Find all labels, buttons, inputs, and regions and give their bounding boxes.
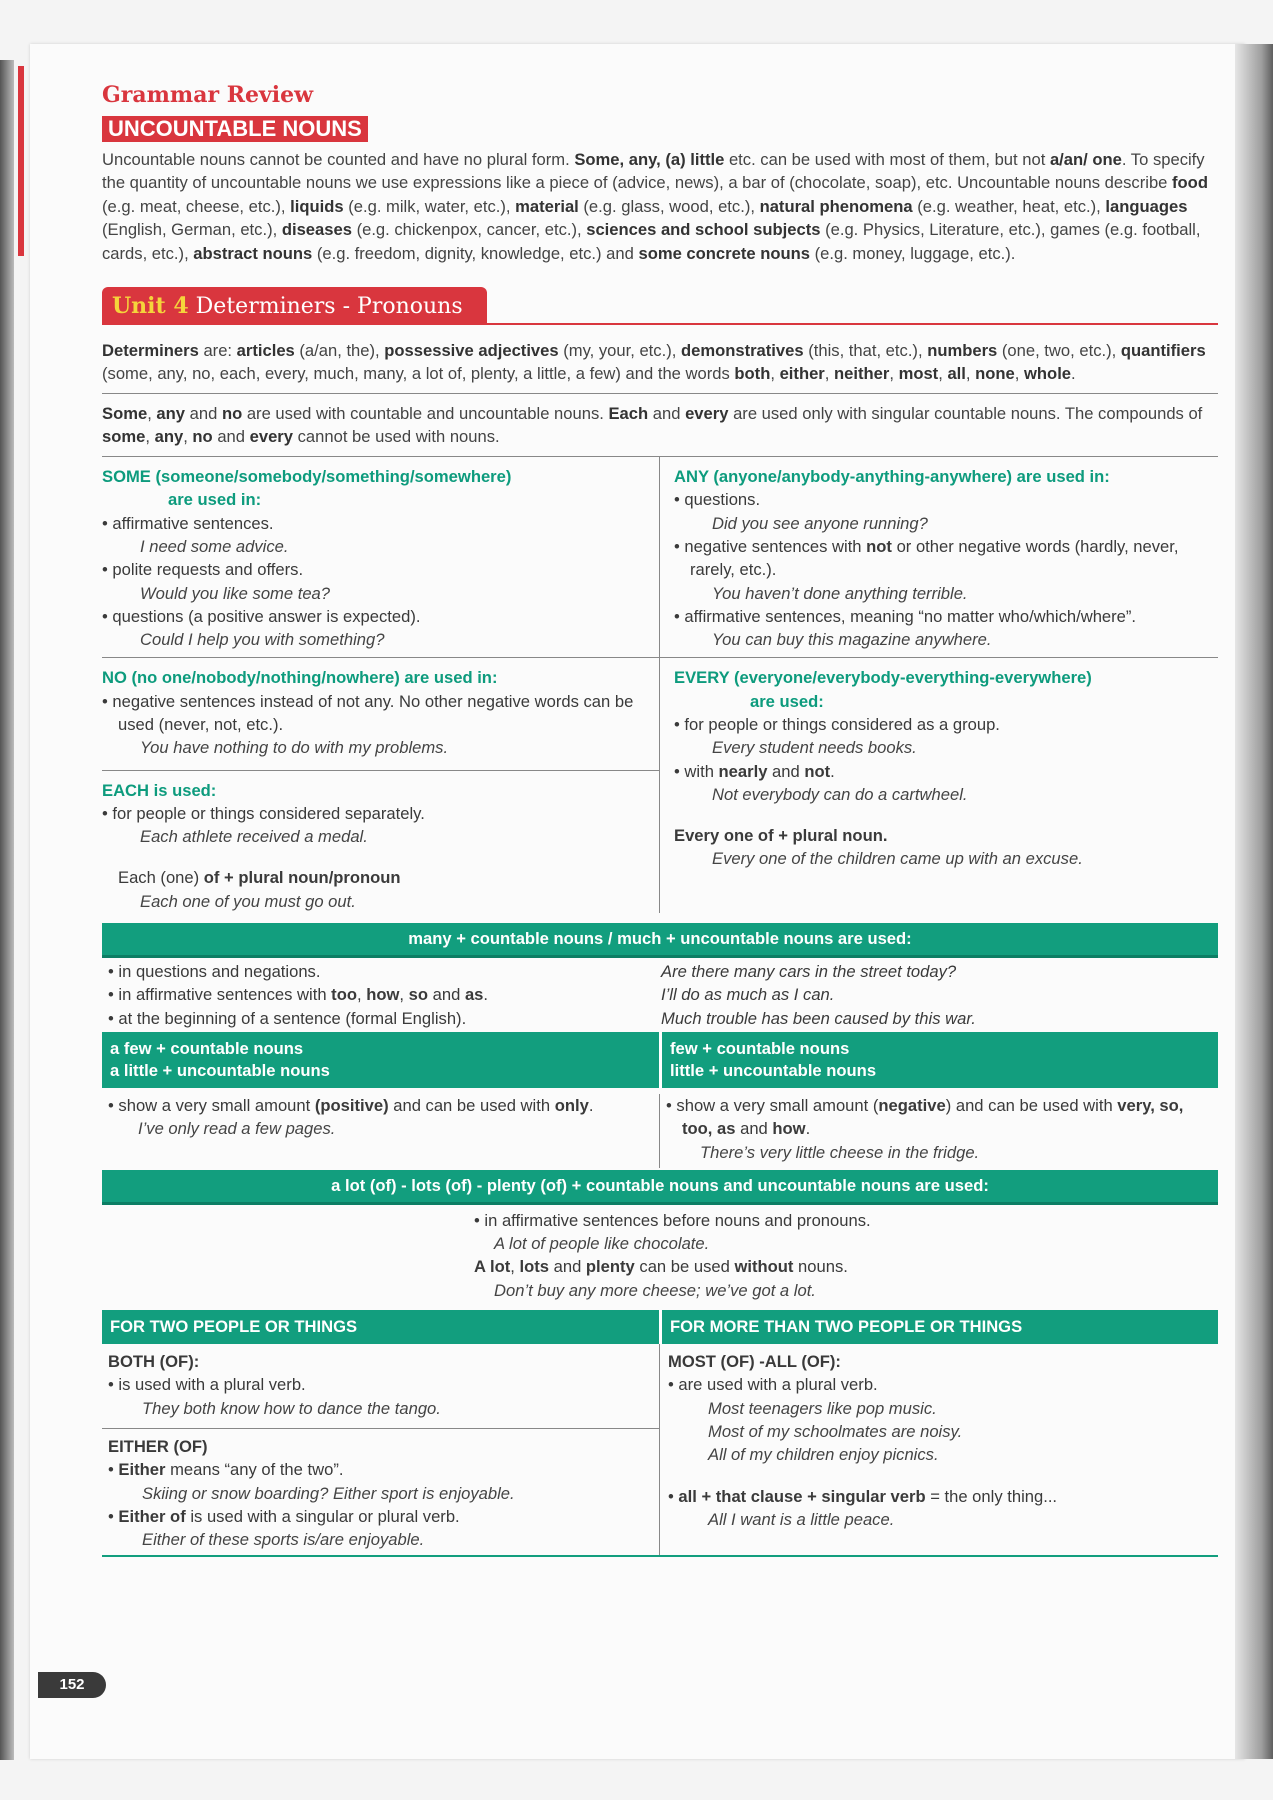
most-all-heading: MOST (OF) -ALL (OF):: [668, 1352, 841, 1372]
most-example-1: Most teenagers like pop music.: [708, 1398, 937, 1418]
every-bullet-1: • for people or things considered as a group.: [674, 713, 1218, 736]
each-rule: Each (one) of + plural noun/pronoun: [118, 868, 401, 888]
any-bullet-1: • questions.: [674, 488, 1218, 511]
any-heading: ANY (anyone/anybody-anything-anywhere) are used in:: [674, 467, 1110, 487]
a-lot-body: [102, 1205, 1218, 1310]
every-cell: [659, 657, 1218, 913]
any-example-2: You haven’t done anything terrible.: [712, 583, 968, 603]
any-example-3: You can buy this magazine anywhere.: [712, 630, 992, 650]
a-lot-band: a lot (of) - lots (of) - plenty (of) + countable nouns and uncountable nouns are used:: [102, 1170, 1218, 1205]
two-more-body: [102, 1344, 1218, 1555]
a-few-heading: a few + countable nouns a little + uncountable nouns: [102, 1032, 659, 1088]
more-heading: FOR MORE THAN TWO PEOPLE OR THINGS: [659, 1310, 1218, 1344]
few-little-body: [102, 1088, 1218, 1168]
few-example: There’s very little cheese in the fridge.: [700, 1142, 980, 1162]
either-example-2: Either of these sports is/are enjoyable.: [142, 1530, 425, 1550]
any-example-1: Did you see anyone running?: [712, 513, 928, 533]
two-more-heads: [102, 1310, 1218, 1344]
a-lot-bullet: • in affirmative sentences before nouns and pronouns.: [474, 1210, 871, 1230]
any-bullet-3: • affirmative sentences, meaning “no matter who/which/where”.: [674, 605, 1218, 628]
many-much-band: many + countable nouns / much + uncountable nouns are used:: [102, 923, 1218, 958]
divider: [102, 393, 1218, 394]
many-much-bullet-3: • at the beginning of a sentence (formal English).: [108, 1008, 467, 1028]
few-body: [659, 1094, 1218, 1168]
some-example-1: I need some advice.: [140, 536, 289, 556]
all-bullet: • all + that clause + singular verb = the only thing...: [668, 1485, 1218, 1508]
determiners-paragraph: Determiners are: articles (a/an, the), possessive adjectives (my, your, etc.), demonstratives (this, that, etc.), numbers (one, two, etc.), quantifiers (some, any, no, each, every, much, many, a lot of, plenty, a little, a few) and the words both, either, neither, most, all, none, whole.: [102, 341, 1206, 384]
two-body: [102, 1344, 659, 1555]
a-lot-rule: A lot, lots and plenty can be used without nouns.: [474, 1257, 848, 1277]
each-heading: EACH is used:: [102, 780, 217, 800]
bottom-rule: [102, 1555, 1218, 1557]
uncountable-intro: Uncountable nouns cannot be counted and have no plural form. Some, any, (a) little etc. can be used with most of them, but not a/an/ one. To specify the quantity of uncountable nouns we use expressions like a piece of (advice, news), a bar of (chocolate, soap), etc. Uncountable nouns describe food (e.g. meat, cheese, etc.), liquids (e.g. milk, water, etc.), material (e.g. glass, wood, etc.), natural phenomena (e.g. weather, heat, etc.), languages (English, German, etc.), diseases (e.g. chickenpox, cancer, etc.), sciences and school subjects (e.g. Physics, Literature, etc.), games (e.g. football, cards, etc.), abstract nouns (e.g. freedom, dignity, knowledge, etc.) and some concrete nouns (e.g. money, luggage, etc.).: [102, 150, 1208, 263]
unit-rule: [102, 323, 1218, 325]
no-bullet-1: • negative sentences instead of not any. No other negative words can be used (never, not, etc.).: [102, 690, 659, 737]
some-cell: [102, 457, 659, 657]
every-bullet-2: • with nearly and not.: [674, 760, 1218, 783]
unit-title: Determiners - Pronouns: [195, 294, 463, 320]
many-much-example-3: Much trouble has been caused by this war.: [661, 1008, 976, 1028]
every-heading: EVERY (everyone/everybody-everything-everywhere): [674, 668, 1092, 688]
most-example-2: Most of my schoolmates are noisy.: [708, 1421, 963, 1441]
any-bullet-2: • negative sentences with not or other negative words (hardly, never, rarely, etc.).: [674, 535, 1218, 582]
each-example-1: Each athlete received a medal.: [140, 827, 368, 847]
many-much-examples: [659, 960, 1218, 1030]
a-few-example: I’ve only read a few pages.: [138, 1119, 336, 1139]
more-body: [659, 1344, 1218, 1555]
some-heading: SOME (someone/somebody/something/somewhere): [102, 467, 512, 487]
every-example-3: Every one of the children came up with an excuse.: [712, 849, 1083, 869]
some-any-no-paragraph: Some, any and no are used with countable and uncountable nouns. Each and every are used only with singular countable nouns. The compounds of some, any, no and every cannot be used with nouns.: [102, 404, 1203, 447]
some-bullet-3: • questions (a positive answer is expected).: [102, 605, 659, 628]
unit-number: Unit 4: [112, 293, 189, 320]
either-example-1: Skiing or snow boarding? Either sport is enjoyable.: [142, 1483, 515, 1503]
unit-banner: [102, 287, 1218, 327]
few-heading: few + countable nouns little + uncountable nouns: [659, 1032, 1218, 1088]
no-example-1: You have nothing to do with my problems.: [140, 738, 449, 758]
many-much-body: [102, 958, 1218, 1032]
many-much-example-1: Are there many cars in the street today?: [661, 962, 957, 982]
most-example-3: All of my children enjoy picnics.: [708, 1445, 939, 1465]
some-example-2: Would you like some tea?: [140, 583, 331, 603]
many-much-bullet-1: • in questions and negations.: [108, 962, 321, 982]
both-example: They both know how to dance the tango.: [142, 1398, 441, 1418]
most-bullet-1: • are used with a plural verb.: [668, 1373, 1218, 1396]
red-margin-strip: [18, 66, 24, 256]
either-bullet-2: • Either of is used with a singular or plural verb.: [108, 1505, 653, 1528]
each-bullet-1: • for people or things considered separately.: [102, 802, 659, 825]
grammar-review-title: Grammar Review: [102, 82, 314, 108]
both-bullet: • is used with a plural verb.: [108, 1373, 653, 1396]
uncountable-nouns-title: UNCOUNTABLE NOUNS: [102, 116, 368, 142]
some-any-no-every-grid: [102, 456, 1218, 913]
no-each-cell: [102, 657, 659, 913]
few-little-heads: [102, 1032, 1218, 1088]
page-edge-shadow: [1235, 44, 1273, 1759]
many-much-bullets: [102, 960, 659, 1030]
binding-shadow: [0, 60, 14, 1760]
some-bullet-2: • polite requests and offers.: [102, 558, 659, 581]
any-cell: [659, 457, 1218, 657]
a-lot-example-1: A lot of people like chocolate.: [494, 1234, 710, 1254]
two-heading: FOR TWO PEOPLE OR THINGS: [102, 1310, 659, 1344]
page-number: 152: [38, 1672, 106, 1698]
both-heading: BOTH (OF):: [108, 1352, 200, 1372]
page-content: [102, 82, 1218, 1557]
every-example-1: Every student needs books.: [712, 738, 917, 758]
a-few-body: [102, 1094, 659, 1168]
many-much-bullet-2: • in affirmative sentences with too, how, so and as.: [108, 985, 489, 1005]
some-example-3: Could I help you with something?: [140, 630, 385, 650]
each-example-2: Each one of you must go out.: [140, 891, 356, 911]
either-bullet-1: • Either means “any of the two”.: [108, 1458, 653, 1481]
some-heading-cont: are used in:: [168, 490, 262, 510]
few-bullet: • show a very small amount (negative) and can be used with very, so, too, as and how.: [666, 1094, 1218, 1141]
every-example-2: Not everybody can do a cartwheel.: [712, 784, 968, 804]
a-lot-example-2: Don’t buy any more cheese; we’ve got a lot.: [494, 1280, 816, 1300]
all-example: All I want is a little peace.: [708, 1509, 895, 1529]
every-rule: Every one of + plural noun.: [674, 826, 888, 846]
each-block: [102, 770, 659, 913]
unit-tab: [102, 287, 487, 325]
no-heading: NO (no one/nobody/nothing/nowhere) are used in:: [102, 668, 498, 688]
a-few-bullet: • show a very small amount (positive) and can be used with only.: [108, 1094, 653, 1117]
some-bullet-1: • affirmative sentences.: [102, 512, 659, 535]
many-much-example-2: I’ll do as much as I can.: [661, 985, 835, 1005]
either-heading: EITHER (OF): [108, 1436, 208, 1456]
every-heading-cont: are used:: [750, 691, 824, 711]
